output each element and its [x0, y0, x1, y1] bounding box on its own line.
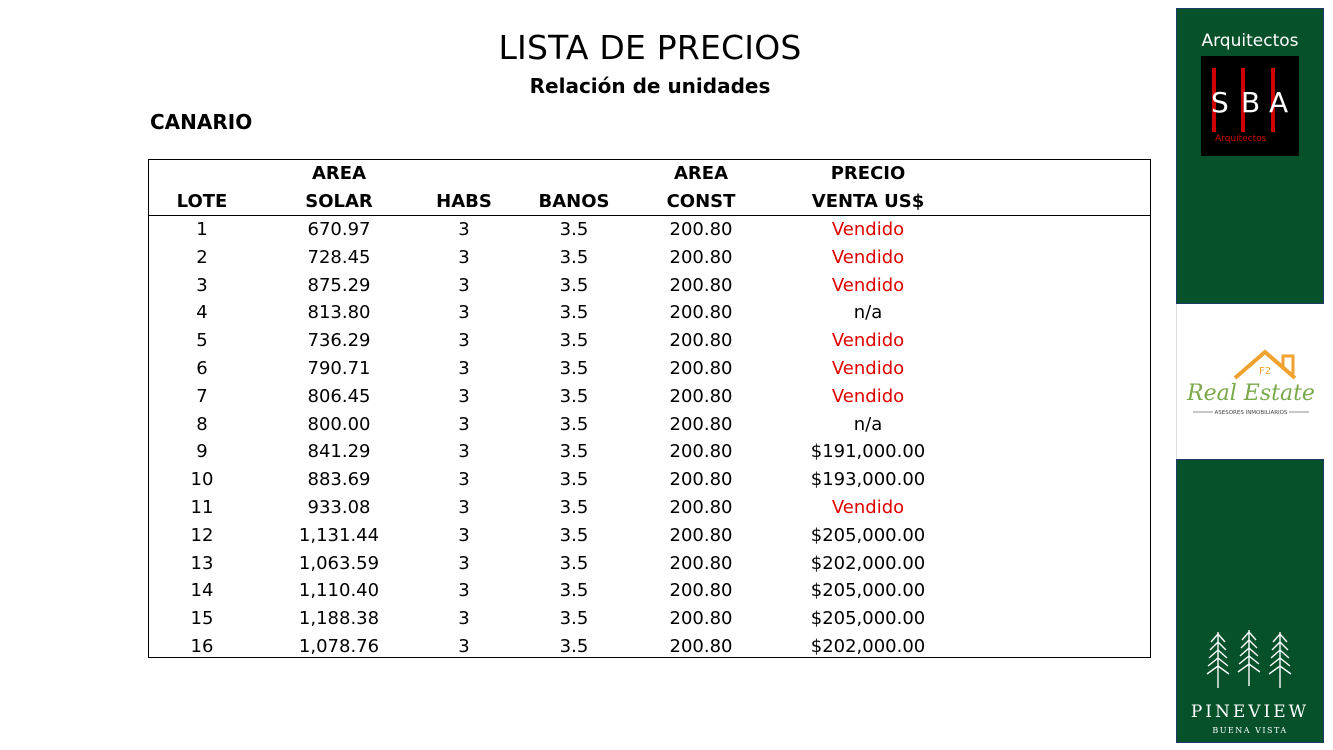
- cell-area-solar: 883.69: [307, 469, 371, 491]
- cell-banos: 3.5: [559, 413, 589, 435]
- sba-small-label: Arquitectos: [1215, 134, 1267, 144]
- cell-banos: 3.5: [559, 469, 589, 491]
- cell-habs: 3: [458, 330, 470, 352]
- cell-lote: 11: [190, 497, 214, 518]
- cell-area-solar: 813.80: [307, 302, 371, 324]
- sba-panel: [1176, 8, 1324, 304]
- cell-banos: 3.5: [559, 330, 589, 352]
- cell-habs: 3: [458, 608, 470, 630]
- cell-lote: 1: [196, 219, 208, 240]
- sba-logo: [1201, 56, 1299, 156]
- cell-area-const: 200.80: [669, 219, 733, 240]
- cell-area-solar: 841.29: [307, 441, 371, 463]
- cell-precio: n/a: [853, 413, 883, 435]
- pine-trees-icon: [1205, 628, 1297, 692]
- realestate-tagline: ASESORES INMOBILIARIOS: [1214, 410, 1288, 416]
- cell-area-const: 200.80: [669, 385, 733, 407]
- cell-lote: 4: [196, 302, 208, 324]
- cell-precio: Vendido: [831, 385, 905, 407]
- cell-lote: 15: [190, 608, 214, 630]
- cell-area-solar: 736.29: [307, 330, 371, 352]
- cell-habs: 3: [458, 580, 470, 602]
- cell-precio: $202,000.00: [810, 552, 926, 574]
- cell-area-const: 200.80: [669, 580, 733, 602]
- cell-area-const: 200.80: [669, 497, 733, 518]
- cell-area-const: 200.80: [669, 608, 733, 630]
- cell-lote: 12: [190, 524, 214, 546]
- cell-habs: 3: [458, 246, 470, 268]
- cell-banos: 3.5: [559, 552, 589, 574]
- sba-letter: B: [1241, 86, 1261, 119]
- cell-area-solar: 1,063.59: [298, 552, 380, 574]
- architects-label: Arquitectos: [1201, 31, 1299, 51]
- cell-habs: 3: [458, 552, 470, 574]
- cell-habs: 3: [458, 524, 470, 546]
- price-table: [148, 159, 1151, 658]
- cell-habs: 3: [458, 497, 470, 518]
- page-title: LISTA DE PRECIOS: [498, 28, 802, 67]
- cell-habs: 3: [458, 302, 470, 324]
- cell-banos: 3.5: [559, 302, 589, 324]
- section-title: CANARIO: [150, 110, 253, 134]
- cell-precio: $191,000.00: [810, 441, 926, 463]
- cell-lote: 16: [190, 636, 214, 657]
- cell-area-const: 200.80: [669, 274, 733, 296]
- header-habs: HABS: [436, 191, 492, 212]
- cell-banos: 3.5: [559, 524, 589, 546]
- cell-precio: $205,000.00: [810, 608, 926, 630]
- cell-area-const: 200.80: [669, 413, 733, 435]
- cell-precio: Vendido: [831, 219, 905, 240]
- header-area-const: CONST: [666, 191, 736, 212]
- header-banos: BANOS: [538, 191, 610, 212]
- cell-lote: 14: [190, 580, 214, 602]
- cell-banos: 3.5: [559, 385, 589, 407]
- cell-area-const: 200.80: [669, 469, 733, 491]
- cell-precio: n/a: [853, 302, 883, 324]
- cell-banos: 3.5: [559, 246, 589, 268]
- cell-habs: 3: [458, 385, 470, 407]
- cell-precio: Vendido: [831, 330, 905, 352]
- cell-area-const: 200.80: [669, 302, 733, 324]
- cell-banos: 3.5: [559, 636, 589, 657]
- cell-area-const: 200.80: [669, 358, 733, 379]
- cell-area-const: 200.80: [669, 552, 733, 574]
- sba-letter: S: [1211, 86, 1229, 119]
- cell-area-solar: 875.29: [307, 274, 371, 296]
- cell-banos: 3.5: [559, 358, 589, 379]
- cell-area-solar: 728.45: [307, 246, 371, 268]
- header-precio-top: PRECIO: [830, 163, 906, 184]
- cell-habs: 3: [458, 441, 470, 463]
- header-lote: LOTE: [176, 191, 228, 212]
- cell-area-const: 200.80: [669, 636, 733, 657]
- cell-precio: $193,000.00: [810, 469, 926, 491]
- pineview-name: PINEVIEW: [1190, 702, 1310, 722]
- cell-lote: 5: [196, 330, 208, 352]
- cell-precio: Vendido: [831, 497, 905, 518]
- cell-area-solar: 1,131.44: [298, 524, 380, 546]
- header-area-const-top: AREA: [673, 163, 729, 184]
- cell-area-const: 200.80: [669, 524, 733, 546]
- cell-area-solar: 806.45: [307, 385, 371, 407]
- header-area-solar-top: AREA: [311, 163, 367, 184]
- cell-banos: 3.5: [559, 441, 589, 463]
- cell-precio: Vendido: [831, 358, 905, 379]
- sba-letter: A: [1269, 86, 1289, 119]
- realestate-script: Real Estate: [1187, 381, 1315, 406]
- cell-lote: 6: [196, 358, 208, 379]
- cell-area-solar: 1,110.40: [298, 580, 380, 602]
- cell-precio: Vendido: [831, 274, 905, 296]
- cell-area-solar: 790.71: [307, 358, 371, 379]
- cell-lote: 8: [196, 413, 208, 435]
- cell-banos: 3.5: [559, 274, 589, 296]
- cell-precio: $205,000.00: [810, 524, 926, 546]
- cell-banos: 3.5: [559, 608, 589, 630]
- cell-area-solar: 800.00: [307, 413, 371, 435]
- cell-area-solar: 1,188.38: [298, 608, 380, 630]
- cell-area-solar: 1,078.76: [298, 636, 380, 657]
- header-divider: [149, 215, 1150, 216]
- cell-habs: 3: [458, 469, 470, 491]
- cell-banos: 3.5: [559, 497, 589, 518]
- cell-precio: $205,000.00: [810, 580, 926, 602]
- cell-habs: 3: [458, 636, 470, 657]
- cell-area-solar: 670.97: [307, 219, 371, 240]
- cell-area-solar: 933.08: [307, 497, 371, 518]
- realestate-logo: [1183, 344, 1319, 424]
- cell-area-const: 200.80: [669, 246, 733, 268]
- cell-lote: 3: [196, 274, 208, 296]
- cell-area-const: 200.80: [669, 441, 733, 463]
- cell-banos: 3.5: [559, 580, 589, 602]
- cell-lote: 9: [196, 441, 208, 463]
- cell-precio: $202,000.00: [810, 636, 926, 657]
- header-precio: VENTA US$: [811, 191, 925, 212]
- cell-area-const: 200.80: [669, 330, 733, 352]
- cell-habs: 3: [458, 219, 470, 240]
- pineview-panel: [1176, 459, 1324, 743]
- pineview-subtitle: BUENA VISTA: [1212, 726, 1288, 735]
- cell-habs: 3: [458, 358, 470, 379]
- cell-habs: 3: [458, 413, 470, 435]
- realestate-mark: F2: [1258, 366, 1272, 377]
- header-area-solar: SOLAR: [305, 191, 373, 212]
- cell-lote: 13: [190, 552, 214, 574]
- cell-lote: 7: [196, 385, 208, 407]
- cell-lote: 10: [190, 469, 214, 491]
- cell-lote: 2: [196, 246, 208, 268]
- realestate-panel: [1176, 304, 1324, 459]
- cell-banos: 3.5: [559, 219, 589, 240]
- page-subtitle: Relación de unidades: [529, 74, 771, 98]
- cell-precio: Vendido: [831, 246, 905, 268]
- cell-habs: 3: [458, 274, 470, 296]
